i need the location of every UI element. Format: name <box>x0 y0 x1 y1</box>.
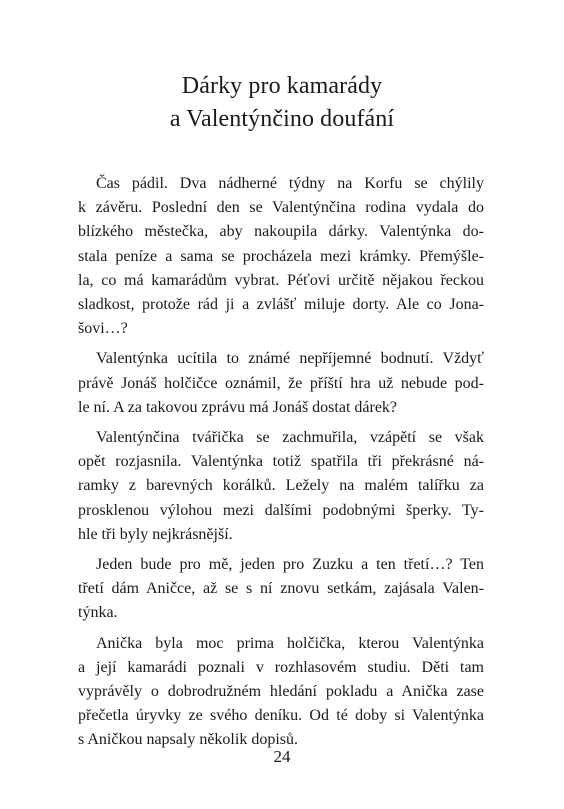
text-line: opět rozjasnila. Valentýnka totiž spatřila tři překrásné ná- <box>78 453 484 471</box>
text-line: týnka. <box>78 604 118 622</box>
text-line: vyprávěly o dobrodružném hledání pokladu a Anička zase <box>78 683 484 701</box>
text-line: třetí dám Aničce, až se s ní znovu setkám, zajásala Valen- <box>78 580 484 598</box>
text-line: Čas pádil. Dva nádherné týdny na Korfu se chýlily <box>96 175 484 192</box>
text-line: sladkost, protože rád ji a zvlášť miluje dorty. Ale co Jona- <box>78 296 484 314</box>
text-line: a její kamarádi poznali v rozhlasovém studiu. Děti tam <box>78 658 484 676</box>
text-line: Valentýnčina tvářička se zachmuřila, vzápětí se však <box>96 429 484 447</box>
text-line: stala peníze a sama se procházela mezi krámky. Přemýšle- <box>78 247 484 265</box>
paragraph <box>78 347 484 420</box>
text-line: prosklenou výlohou mezi dalšími podobnými šperky. Ty- <box>78 501 484 519</box>
chapter-title-line-2: a Valentýnčino doufání <box>169 106 395 132</box>
text-line: hle tři byly nejkrásnější. <box>78 525 233 543</box>
text-line: právě Jonáš holčičce oznámil, že příští hra už nebude pod- <box>78 374 484 392</box>
paragraph <box>78 172 484 341</box>
body-text <box>78 172 484 759</box>
paragraph <box>78 426 484 547</box>
text-line: blízkého městečka, aby nakoupila dárky. Valentýnka do- <box>78 223 484 241</box>
chapter-title-line-1: Dárky pro kamarády <box>181 73 383 99</box>
paragraph <box>78 553 484 626</box>
text-line: Anička byla moc prima holčička, kterou Valentýnka <box>96 634 484 652</box>
text-line: Jeden bude pro mě, jeden pro Zuzku a ten třetí…? Ten <box>96 556 484 574</box>
text-line: k závěru. Poslední den se Valentýnčina rodina vydala do <box>78 199 484 217</box>
text-line: přečetla úryvky ze svého deníku. Od té doby si Valentýnka <box>78 707 484 725</box>
chapter-title <box>0 70 564 136</box>
page-number: 24 <box>273 747 291 766</box>
paragraph <box>78 632 484 753</box>
text-line: s Aničkou napsaly několik dopisů. <box>78 731 298 749</box>
text-line: le ní. A za takovou zprávu má Jonáš dostat dárek? <box>78 398 398 416</box>
text-line: ramky z barevných korálků. Ležely na malém talířku za <box>78 477 484 495</box>
text-line: Valentýnka ucítila to známé nepříjemné bodnutí. Vždyť <box>96 350 484 368</box>
text-line: šovi…? <box>78 320 128 338</box>
text-line: la, co má kamarádům vybrat. Péťovi určitě nějakou řeckou <box>78 271 484 289</box>
